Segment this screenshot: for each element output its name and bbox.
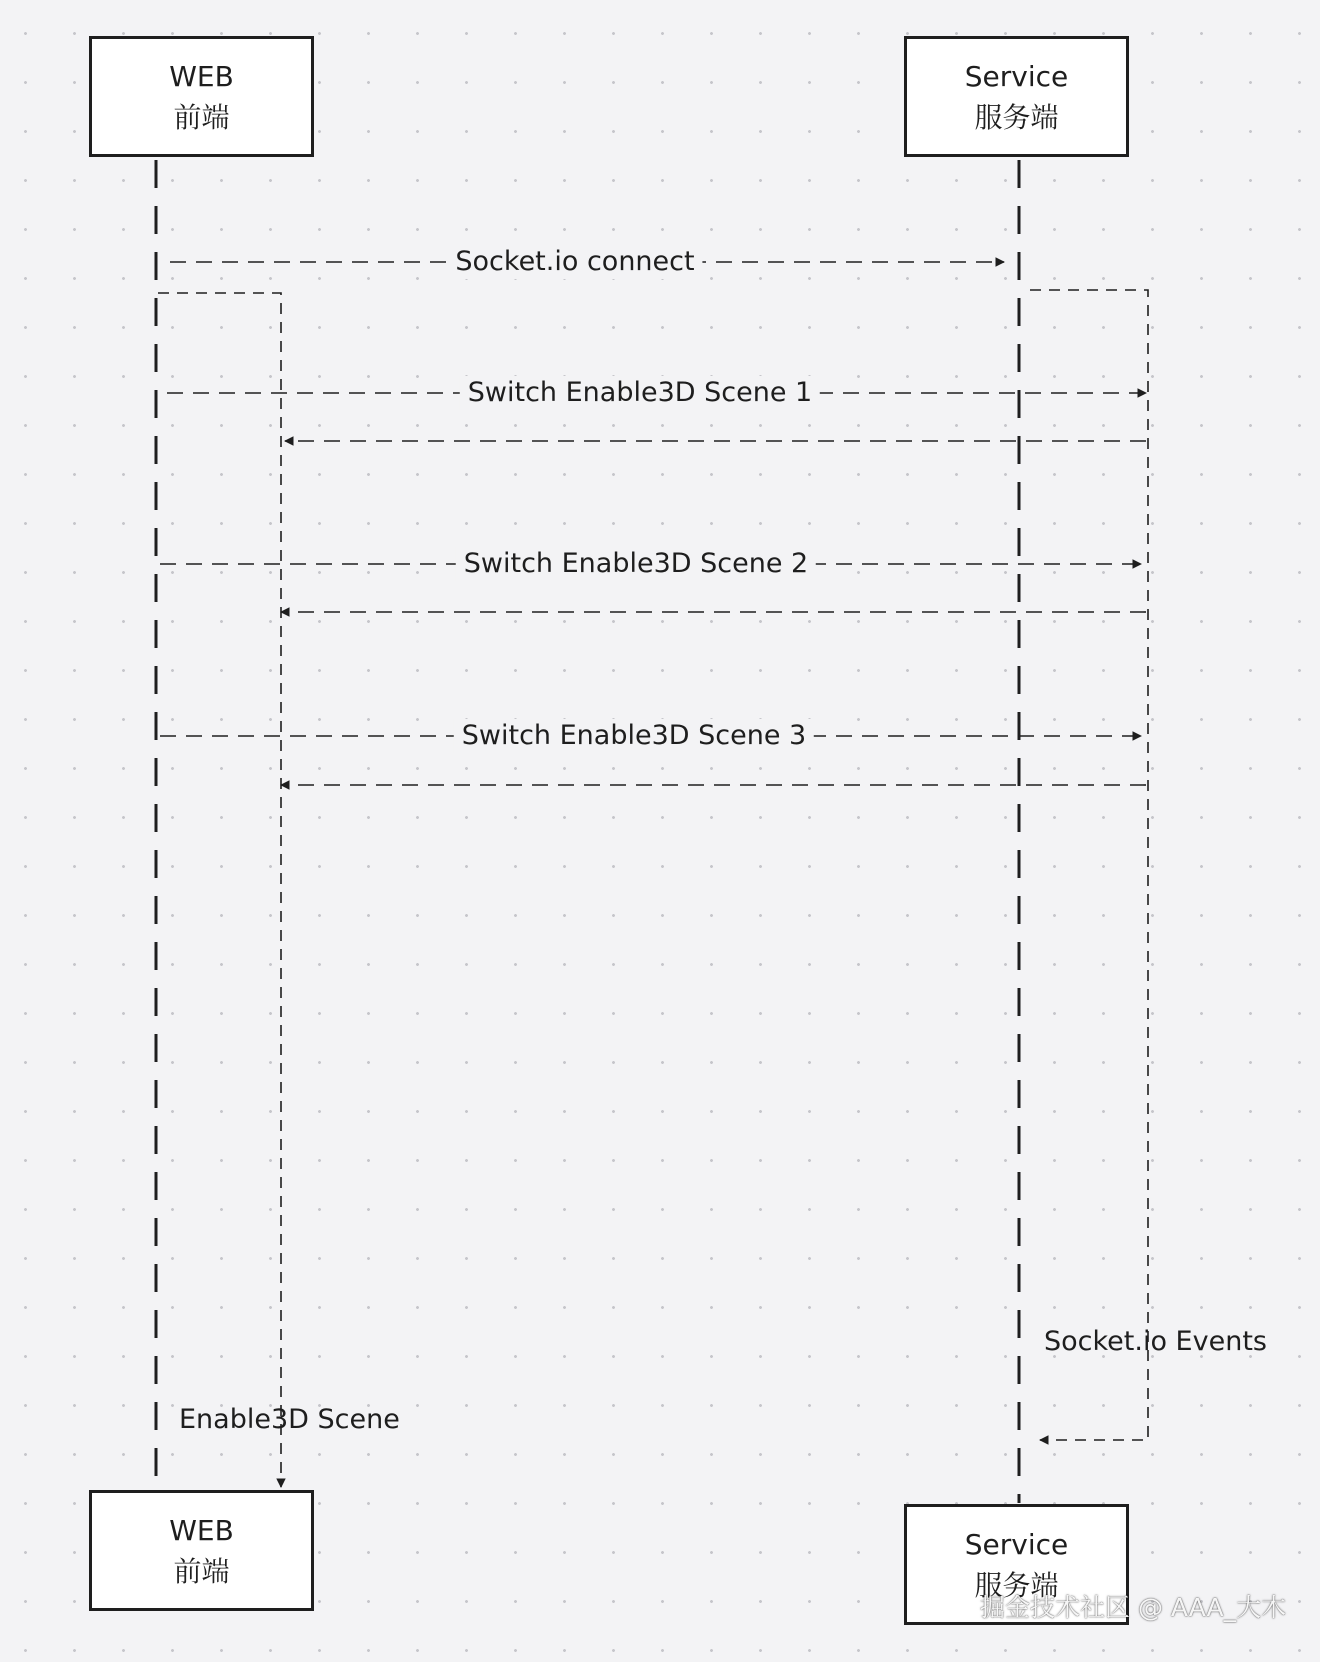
web-activation-label: Enable3D Scene <box>179 1404 400 1435</box>
service-participant-subtitle: 服务端 <box>974 1568 1059 1602</box>
service-participant-name: Service <box>964 59 1069 93</box>
web-activation-path <box>158 293 281 1487</box>
web-participant-subtitle: 前端 <box>173 1554 230 1588</box>
scene2-message-label: Switch Enable3D Scene 2 <box>456 547 816 581</box>
web-participant-subtitle: 前端 <box>173 100 230 134</box>
connect-message-label: Socket.io connect <box>447 245 702 279</box>
service-participant-top <box>904 36 1129 157</box>
web-participant-bottom <box>89 1490 314 1611</box>
web-participant-name: WEB <box>169 59 234 93</box>
watermark-text: 掘金技术社区 @ AAA_大木 <box>980 1593 1287 1622</box>
scene3-message-label: Switch Enable3D Scene 3 <box>454 719 814 753</box>
service-activation-path <box>1030 290 1148 1440</box>
scene1-message-label: Switch Enable3D Scene 1 <box>460 376 820 410</box>
service-participant-subtitle: 服务端 <box>974 100 1059 134</box>
web-participant-top <box>89 36 314 157</box>
service-participant-name: Service <box>964 1527 1069 1561</box>
service-activation-label: Socket.io Events <box>1044 1326 1267 1357</box>
web-participant-name: WEB <box>169 1513 234 1547</box>
